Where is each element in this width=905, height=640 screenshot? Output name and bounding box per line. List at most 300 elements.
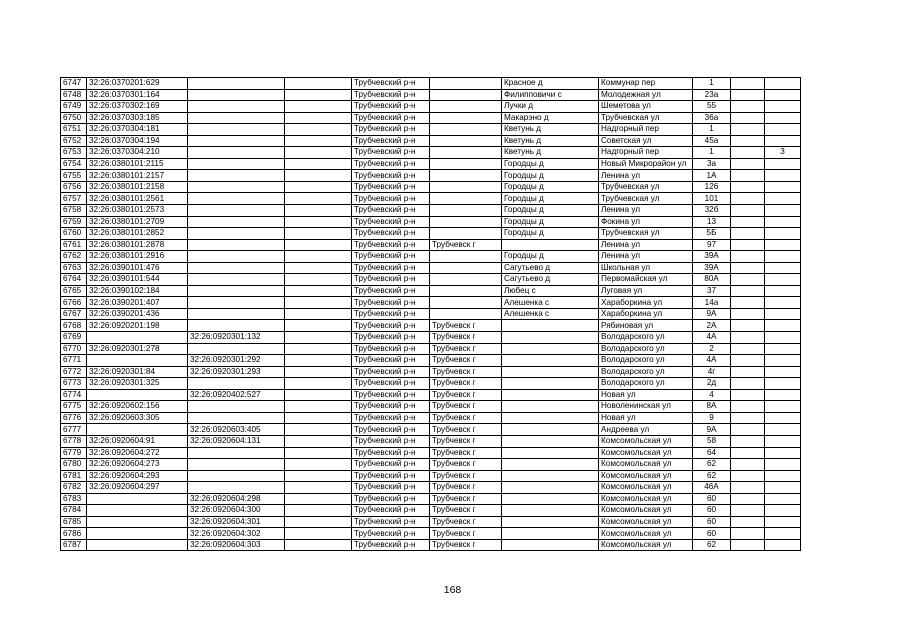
cell-city bbox=[430, 78, 502, 90]
cell-district: Трубчевский р-н bbox=[352, 251, 430, 263]
table-row bbox=[61, 239, 801, 251]
cell-c4 bbox=[285, 297, 352, 309]
cell-c10 bbox=[731, 308, 765, 320]
cell-num: 6763 bbox=[61, 262, 87, 274]
cell-c10 bbox=[731, 435, 765, 447]
cell-cad2 bbox=[188, 297, 285, 309]
cell-cad2 bbox=[188, 320, 285, 332]
cell-c11 bbox=[765, 516, 801, 528]
table-row bbox=[61, 158, 801, 170]
cell-cad: 32:26:0370201:629 bbox=[87, 78, 188, 90]
cell-house: 2 bbox=[693, 343, 731, 355]
cell-cad2 bbox=[188, 228, 285, 240]
cell-house: 23а bbox=[693, 89, 731, 101]
cell-num: 6786 bbox=[61, 528, 87, 540]
cell-c10 bbox=[731, 124, 765, 136]
cell-cad: 32:26:0920301:84 bbox=[87, 366, 188, 378]
cell-c10 bbox=[731, 205, 765, 217]
cell-c4 bbox=[285, 389, 352, 401]
cell-street: Ленина ул bbox=[599, 239, 693, 251]
cell-house: 60 bbox=[693, 528, 731, 540]
cell-c4 bbox=[285, 470, 352, 482]
cell-c4 bbox=[285, 320, 352, 332]
cell-c10 bbox=[731, 366, 765, 378]
cell-locality bbox=[502, 493, 599, 505]
cell-cad: 32:26:0370303:185 bbox=[87, 112, 188, 124]
cell-locality bbox=[502, 539, 599, 551]
cell-num: 6747 bbox=[61, 78, 87, 90]
cell-c4 bbox=[285, 355, 352, 367]
cell-house: 1 bbox=[693, 147, 731, 159]
cell-district: Трубчевский р-н bbox=[352, 320, 430, 332]
cell-cad: 32:26:0370304:181 bbox=[87, 124, 188, 136]
cell-cad: 32:26:0380101:2157 bbox=[87, 170, 188, 182]
cell-city bbox=[430, 158, 502, 170]
cell-house: 62 bbox=[693, 459, 731, 471]
cell-house: 39А bbox=[693, 251, 731, 263]
cell-house: 62 bbox=[693, 539, 731, 551]
cell-district: Трубчевский р-н bbox=[352, 285, 430, 297]
cell-c10 bbox=[731, 262, 765, 274]
cell-c11 bbox=[765, 262, 801, 274]
cell-house: 9А bbox=[693, 424, 731, 436]
cell-c11 bbox=[765, 297, 801, 309]
cell-city bbox=[430, 193, 502, 205]
cell-district: Трубчевский р-н bbox=[352, 274, 430, 286]
cell-c10 bbox=[731, 470, 765, 482]
cell-num: 6759 bbox=[61, 216, 87, 228]
cell-num: 6755 bbox=[61, 170, 87, 182]
cell-c10 bbox=[731, 239, 765, 251]
cell-city: Трубчевск г bbox=[430, 459, 502, 471]
cell-city: Трубчевск г bbox=[430, 401, 502, 413]
cell-district: Трубчевский р-н bbox=[352, 170, 430, 182]
cell-num: 6749 bbox=[61, 101, 87, 113]
cell-city: Трубчевск г bbox=[430, 343, 502, 355]
cell-house: 62 bbox=[693, 470, 731, 482]
cell-locality bbox=[502, 447, 599, 459]
cell-c11 bbox=[765, 343, 801, 355]
cell-c11 bbox=[765, 308, 801, 320]
cell-street: Хараборкина ул bbox=[599, 297, 693, 309]
cell-district: Трубчевский р-н bbox=[352, 482, 430, 494]
cell-city bbox=[430, 181, 502, 193]
cell-c10 bbox=[731, 401, 765, 413]
cell-district: Трубчевский р-н bbox=[352, 516, 430, 528]
cell-district: Трубчевский р-н bbox=[352, 493, 430, 505]
cell-cad bbox=[87, 332, 188, 344]
cell-cad bbox=[87, 516, 188, 528]
table-row bbox=[61, 539, 801, 551]
table-row bbox=[61, 366, 801, 378]
cell-c11 bbox=[765, 366, 801, 378]
cell-c10 bbox=[731, 216, 765, 228]
cell-district: Трубчевский р-н bbox=[352, 205, 430, 217]
cell-c4 bbox=[285, 170, 352, 182]
cell-c11 bbox=[765, 412, 801, 424]
table-row bbox=[61, 343, 801, 355]
cell-locality bbox=[502, 401, 599, 413]
cell-c10 bbox=[731, 170, 765, 182]
table-row bbox=[61, 378, 801, 390]
cell-district: Трубчевский р-н bbox=[352, 89, 430, 101]
cell-cad bbox=[87, 505, 188, 517]
cell-c11 bbox=[765, 251, 801, 263]
cell-house: 5Б bbox=[693, 228, 731, 240]
cell-c4 bbox=[285, 193, 352, 205]
table-row bbox=[61, 389, 801, 401]
cell-house: 32б bbox=[693, 205, 731, 217]
cell-cad2 bbox=[188, 401, 285, 413]
cell-c4 bbox=[285, 308, 352, 320]
cell-street: Володарского ул bbox=[599, 332, 693, 344]
cell-cad2: 32:26:0920604:303 bbox=[188, 539, 285, 551]
cell-street: Надгорный пер bbox=[599, 147, 693, 159]
cell-city: Трубчевск г bbox=[430, 239, 502, 251]
cell-c11 bbox=[765, 389, 801, 401]
cell-c11 bbox=[765, 205, 801, 217]
cell-city: Трубчевск г bbox=[430, 539, 502, 551]
cell-c11: 3 bbox=[765, 147, 801, 159]
cell-city bbox=[430, 147, 502, 159]
cell-house: 46А bbox=[693, 482, 731, 494]
cell-district: Трубчевский р-н bbox=[352, 435, 430, 447]
table-row bbox=[61, 355, 801, 367]
cell-num: 6769 bbox=[61, 332, 87, 344]
cell-cad2 bbox=[188, 251, 285, 263]
cell-c11 bbox=[765, 401, 801, 413]
cell-c4 bbox=[285, 482, 352, 494]
cell-c4 bbox=[285, 89, 352, 101]
cell-house: 97 bbox=[693, 239, 731, 251]
cell-house: 39А bbox=[693, 262, 731, 274]
cell-c10 bbox=[731, 493, 765, 505]
cell-cad2 bbox=[188, 343, 285, 355]
cell-street: Комсомольская ул bbox=[599, 505, 693, 517]
cell-house: 4г bbox=[693, 366, 731, 378]
cell-cad2 bbox=[188, 262, 285, 274]
cell-cad2: 32:26:0920603:405 bbox=[188, 424, 285, 436]
cell-house: 101 bbox=[693, 193, 731, 205]
cell-cad: 32:26:0920604:293 bbox=[87, 470, 188, 482]
cell-c4 bbox=[285, 181, 352, 193]
cell-street: Комсомольская ул bbox=[599, 528, 693, 540]
cell-house: 4А bbox=[693, 355, 731, 367]
cell-district: Трубчевский р-н bbox=[352, 401, 430, 413]
cell-num: 6758 bbox=[61, 205, 87, 217]
cell-num: 6753 bbox=[61, 147, 87, 159]
cell-city bbox=[430, 124, 502, 136]
cell-c10 bbox=[731, 320, 765, 332]
cell-locality bbox=[502, 355, 599, 367]
cell-house: 1 bbox=[693, 124, 731, 136]
cell-locality: Кветунь д bbox=[502, 124, 599, 136]
cell-district: Трубчевский р-н bbox=[352, 193, 430, 205]
cell-c4 bbox=[285, 332, 352, 344]
table-row bbox=[61, 262, 801, 274]
cell-cad2: 32:26:0920402:527 bbox=[188, 389, 285, 401]
cell-cad2 bbox=[188, 89, 285, 101]
cell-cad2 bbox=[188, 112, 285, 124]
cell-cad2 bbox=[188, 181, 285, 193]
page-number: 168 bbox=[443, 584, 462, 596]
table-row bbox=[61, 412, 801, 424]
cell-cad bbox=[87, 493, 188, 505]
cell-cad2 bbox=[188, 216, 285, 228]
cell-num: 6768 bbox=[61, 320, 87, 332]
cell-district: Трубчевский р-н bbox=[352, 78, 430, 90]
table-row bbox=[61, 193, 801, 205]
cell-c10 bbox=[731, 251, 765, 263]
cell-house: 60 bbox=[693, 493, 731, 505]
cell-c10 bbox=[731, 389, 765, 401]
cell-c4 bbox=[285, 401, 352, 413]
cell-street: Володарского ул bbox=[599, 343, 693, 355]
cell-district: Трубчевский р-н bbox=[352, 447, 430, 459]
cell-city: Трубчевск г bbox=[430, 378, 502, 390]
cell-c11 bbox=[765, 355, 801, 367]
cell-house: 60 bbox=[693, 516, 731, 528]
cell-c4 bbox=[285, 412, 352, 424]
cell-c10 bbox=[731, 447, 765, 459]
cell-locality bbox=[502, 366, 599, 378]
cell-district: Трубчевский р-н bbox=[352, 343, 430, 355]
cell-c11 bbox=[765, 470, 801, 482]
cell-c10 bbox=[731, 112, 765, 124]
cell-cad: 32:26:0370304:194 bbox=[87, 135, 188, 147]
cell-city: Трубчевск г bbox=[430, 389, 502, 401]
cell-district: Трубчевский р-н bbox=[352, 332, 430, 344]
cell-cad2 bbox=[188, 470, 285, 482]
cell-city bbox=[430, 101, 502, 113]
cell-c4 bbox=[285, 424, 352, 436]
cell-street: Шеметова ул bbox=[599, 101, 693, 113]
cell-c4 bbox=[285, 378, 352, 390]
cell-street: Новый Микрорайон ул bbox=[599, 158, 693, 170]
cell-c10 bbox=[731, 343, 765, 355]
cell-city bbox=[430, 205, 502, 217]
cell-street: Комсомольская ул bbox=[599, 539, 693, 551]
cell-cad: 32:26:0390201:436 bbox=[87, 308, 188, 320]
cell-locality bbox=[502, 435, 599, 447]
cell-cad: 32:26:0390201:407 bbox=[87, 297, 188, 309]
cell-locality bbox=[502, 424, 599, 436]
cell-city: Трубчевск г bbox=[430, 412, 502, 424]
cell-street: Рябиновая ул bbox=[599, 320, 693, 332]
table-row bbox=[61, 332, 801, 344]
cell-c10 bbox=[731, 424, 765, 436]
cell-district: Трубчевский р-н bbox=[352, 355, 430, 367]
cell-city bbox=[430, 297, 502, 309]
cell-num: 6774 bbox=[61, 389, 87, 401]
cell-locality bbox=[502, 389, 599, 401]
cell-city: Трубчевск г bbox=[430, 332, 502, 344]
cell-cad: 32:26:0920604:273 bbox=[87, 459, 188, 471]
cell-cad: 32:26:0380101:2916 bbox=[87, 251, 188, 263]
cell-cad2: 32:26:0920604:298 bbox=[188, 493, 285, 505]
cell-num: 6785 bbox=[61, 516, 87, 528]
table-row bbox=[61, 124, 801, 136]
cell-locality: Макарэно д bbox=[502, 112, 599, 124]
cell-locality bbox=[502, 528, 599, 540]
table-row bbox=[61, 308, 801, 320]
cell-c11 bbox=[765, 170, 801, 182]
cell-num: 6778 bbox=[61, 435, 87, 447]
cell-cad2 bbox=[188, 274, 285, 286]
cell-city: Трубчевск г bbox=[430, 424, 502, 436]
cell-num: 6787 bbox=[61, 539, 87, 551]
table-row bbox=[61, 101, 801, 113]
cell-district: Трубчевский р-н bbox=[352, 112, 430, 124]
cell-c10 bbox=[731, 332, 765, 344]
cell-c11 bbox=[765, 332, 801, 344]
cell-c10 bbox=[731, 78, 765, 90]
cell-street: Новая ул bbox=[599, 412, 693, 424]
cell-house: 9 bbox=[693, 412, 731, 424]
table-row bbox=[61, 89, 801, 101]
cell-locality: Сагутьево д bbox=[502, 262, 599, 274]
cell-cad2 bbox=[188, 193, 285, 205]
cell-cad2 bbox=[188, 447, 285, 459]
cell-cad bbox=[87, 539, 188, 551]
cell-house: 45а bbox=[693, 135, 731, 147]
cell-cad2 bbox=[188, 308, 285, 320]
cell-district: Трубчевский р-н bbox=[352, 262, 430, 274]
cell-cad2 bbox=[188, 205, 285, 217]
cell-city bbox=[430, 112, 502, 124]
table-row bbox=[61, 401, 801, 413]
cell-house: 1А bbox=[693, 170, 731, 182]
cell-city: Трубчевск г bbox=[430, 355, 502, 367]
cell-cad bbox=[87, 424, 188, 436]
cell-c4 bbox=[285, 228, 352, 240]
cell-c4 bbox=[285, 205, 352, 217]
cell-district: Трубчевский р-н bbox=[352, 135, 430, 147]
cell-c4 bbox=[285, 135, 352, 147]
cell-district: Трубчевский р-н bbox=[352, 158, 430, 170]
table-body bbox=[61, 78, 801, 551]
cell-house: 36а bbox=[693, 112, 731, 124]
cell-c11 bbox=[765, 447, 801, 459]
cell-cad: 32:26:0380101:2561 bbox=[87, 193, 188, 205]
cell-cad: 32:26:0920604:272 bbox=[87, 447, 188, 459]
cell-num: 6770 bbox=[61, 343, 87, 355]
cell-cad2 bbox=[188, 378, 285, 390]
data-table bbox=[60, 77, 801, 551]
cell-locality: Городцы д bbox=[502, 193, 599, 205]
cell-city: Трубчевск г bbox=[430, 528, 502, 540]
cell-c10 bbox=[731, 285, 765, 297]
cell-c11 bbox=[765, 193, 801, 205]
cell-district: Трубчевский р-н bbox=[352, 239, 430, 251]
cell-locality bbox=[502, 320, 599, 332]
cell-locality: Лучки д bbox=[502, 101, 599, 113]
cell-c4 bbox=[285, 285, 352, 297]
cell-c11 bbox=[765, 158, 801, 170]
cell-cad2: 32:26:0920604:300 bbox=[188, 505, 285, 517]
cell-cad2 bbox=[188, 285, 285, 297]
cell-c11 bbox=[765, 285, 801, 297]
cell-district: Трубчевский р-н bbox=[352, 124, 430, 136]
cell-c11 bbox=[765, 112, 801, 124]
cell-locality: Алешенка с bbox=[502, 308, 599, 320]
cell-city bbox=[430, 89, 502, 101]
cell-c4 bbox=[285, 505, 352, 517]
cell-num: 6766 bbox=[61, 297, 87, 309]
cell-street: Трубчевская ул bbox=[599, 112, 693, 124]
cell-locality: Городцы д bbox=[502, 170, 599, 182]
cell-city: Трубчевск г bbox=[430, 435, 502, 447]
cell-district: Трубчевский р-н bbox=[352, 528, 430, 540]
cell-district: Трубчевский р-н bbox=[352, 470, 430, 482]
cell-cad: 32:26:0920301:325 bbox=[87, 378, 188, 390]
cell-house: 8А bbox=[693, 401, 731, 413]
cell-locality: Кветунь д bbox=[502, 147, 599, 159]
cell-district: Трубчевский р-н bbox=[352, 412, 430, 424]
cell-cad2 bbox=[188, 135, 285, 147]
table-row bbox=[61, 516, 801, 528]
cell-num: 6771 bbox=[61, 355, 87, 367]
cell-street: Комсомольская ул bbox=[599, 493, 693, 505]
cell-locality: Кветунь д bbox=[502, 135, 599, 147]
cell-locality: Сагутьево д bbox=[502, 274, 599, 286]
cell-city: Трубчевск г bbox=[430, 447, 502, 459]
cell-c10 bbox=[731, 412, 765, 424]
table-row bbox=[61, 320, 801, 332]
cell-c4 bbox=[285, 147, 352, 159]
cell-c4 bbox=[285, 435, 352, 447]
cell-city: Трубчевск г bbox=[430, 482, 502, 494]
cell-c4 bbox=[285, 459, 352, 471]
cell-num: 6760 bbox=[61, 228, 87, 240]
cell-c11 bbox=[765, 101, 801, 113]
cell-c10 bbox=[731, 135, 765, 147]
cell-locality bbox=[502, 239, 599, 251]
cell-street: Ленина ул bbox=[599, 205, 693, 217]
cell-cad2: 32:26:0920604:131 bbox=[188, 435, 285, 447]
cell-c10 bbox=[731, 516, 765, 528]
cell-num: 6748 bbox=[61, 89, 87, 101]
cell-district: Трубчевский р-н bbox=[352, 101, 430, 113]
cell-cad2: 32:26:0920301:292 bbox=[188, 355, 285, 367]
cell-c10 bbox=[731, 482, 765, 494]
cell-district: Трубчевский р-н bbox=[352, 308, 430, 320]
cell-city bbox=[430, 170, 502, 182]
table-row bbox=[61, 493, 801, 505]
table-row bbox=[61, 205, 801, 217]
cell-num: 6780 bbox=[61, 459, 87, 471]
cell-city bbox=[430, 285, 502, 297]
cell-locality: Городцы д bbox=[502, 216, 599, 228]
cell-cad2: 32:26:0920301:132 bbox=[188, 332, 285, 344]
table-row bbox=[61, 505, 801, 517]
cell-c4 bbox=[285, 366, 352, 378]
table-row bbox=[61, 181, 801, 193]
cell-num: 6779 bbox=[61, 447, 87, 459]
cell-house: 2А bbox=[693, 320, 731, 332]
cell-c4 bbox=[285, 251, 352, 263]
cell-c4 bbox=[285, 447, 352, 459]
cell-cad: 32:26:0920604:297 bbox=[87, 482, 188, 494]
cell-c10 bbox=[731, 505, 765, 517]
cell-c11 bbox=[765, 482, 801, 494]
cell-cad2 bbox=[188, 101, 285, 113]
cell-c11 bbox=[765, 181, 801, 193]
cell-street: Коммунар пер bbox=[599, 78, 693, 90]
table-row bbox=[61, 228, 801, 240]
cell-locality: Городцы д bbox=[502, 205, 599, 217]
cell-district: Трубчевский р-н bbox=[352, 366, 430, 378]
